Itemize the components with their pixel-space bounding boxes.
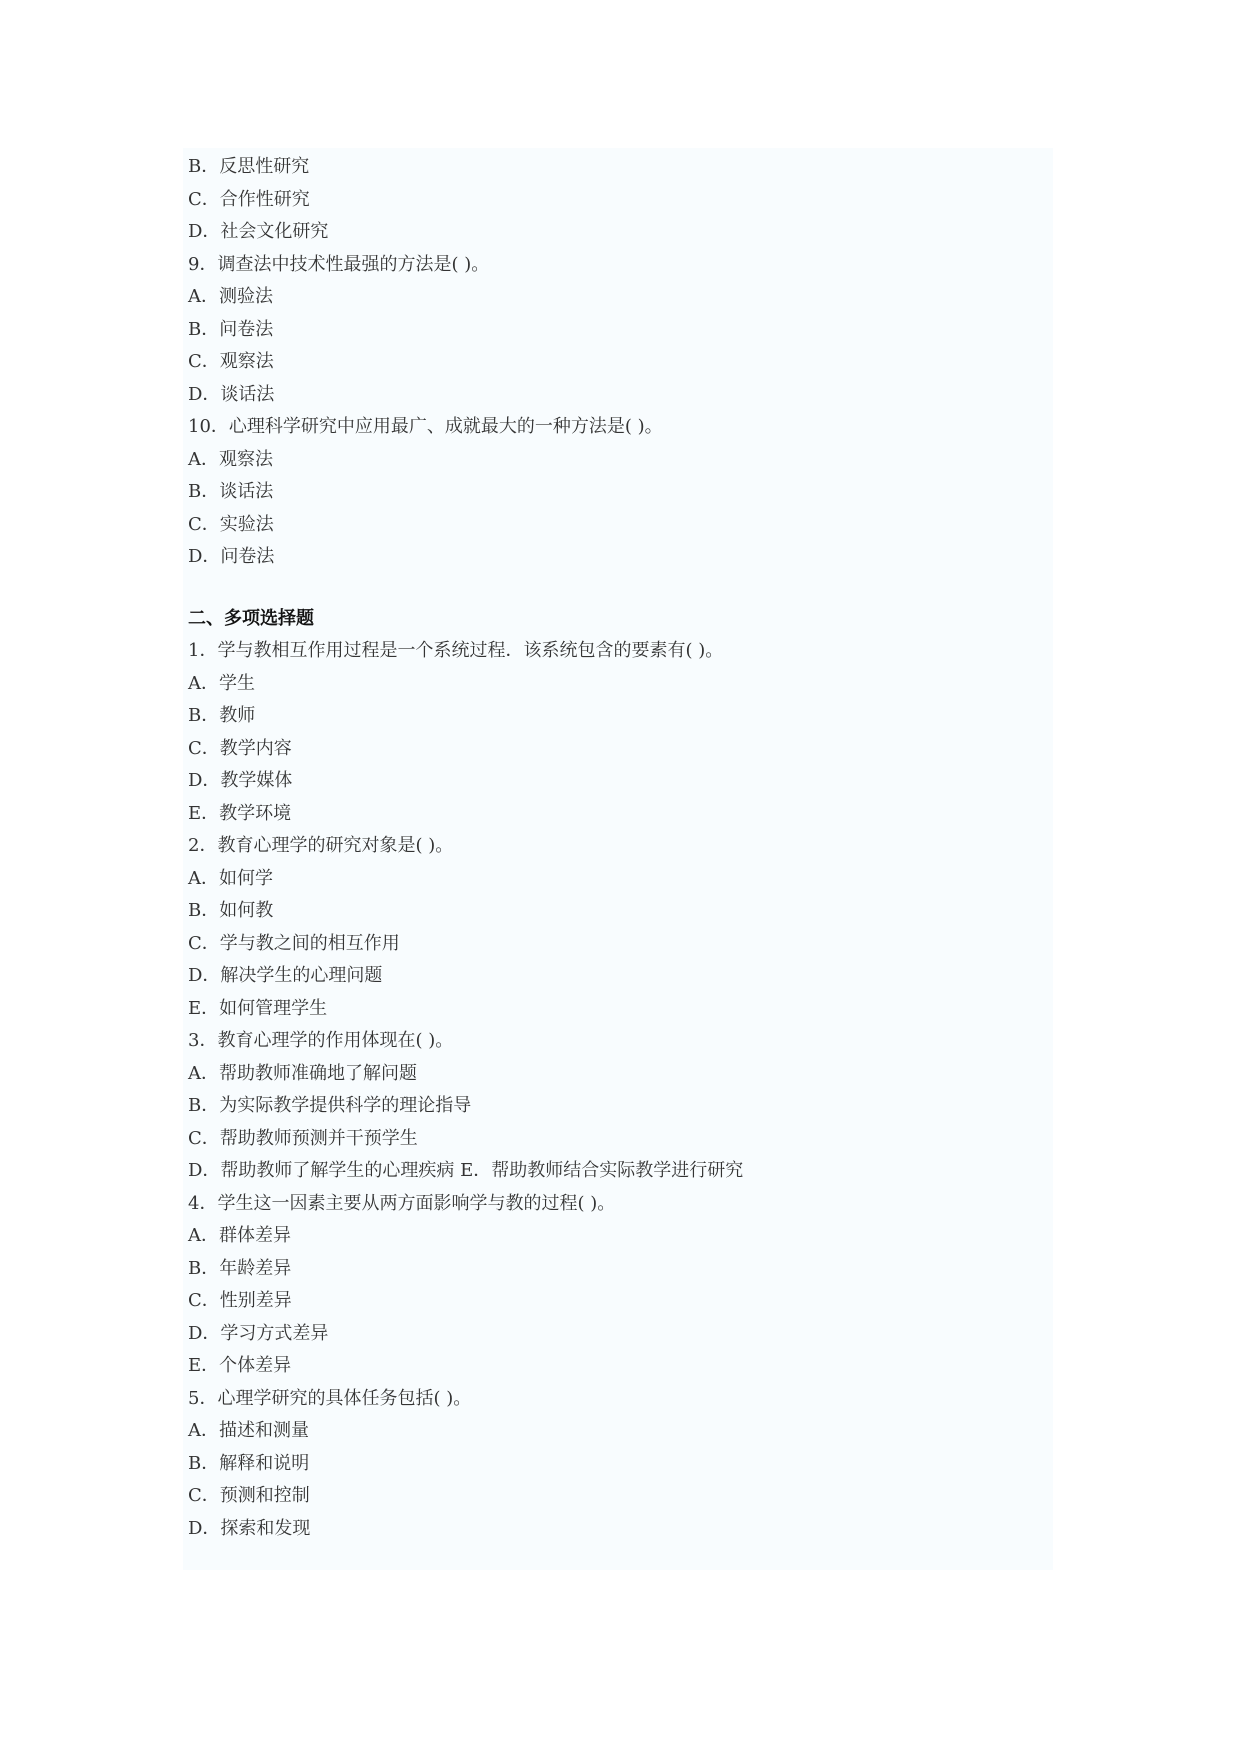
option-line: E．个体差异 [188, 1355, 292, 1376]
option-line: D．问卷法 [188, 546, 275, 567]
option-line: B．问卷法 [188, 318, 274, 340]
option-line: B．解释和说明 [188, 1452, 310, 1474]
option-line: D．帮助教师了解学生的心理疾病 E．帮助教师结合实际教学进行研究 [188, 1160, 744, 1181]
option-line: D．谈话法 [188, 383, 275, 405]
question-line: 5．心理学研究的具体任务包括( )。 [188, 1387, 472, 1409]
option-line: C．观察法 [188, 351, 274, 372]
option-line: C．预测和控制 [188, 1485, 310, 1506]
option-line: A．群体差异 [188, 1225, 291, 1246]
question-line: 3．教育心理学的作用体现在( )。 [188, 1030, 454, 1051]
option-line: A．描述和测量 [188, 1420, 309, 1441]
option-line: B．谈话法 [188, 481, 274, 502]
section-spacer [188, 574, 1048, 603]
option-line: B．年龄差异 [188, 1257, 292, 1279]
question-line: 9．调查法中技术性最强的方法是( )。 [188, 253, 490, 275]
option-line: C．性别差异 [188, 1290, 292, 1311]
section-heading: 二、多项选择题 [188, 607, 314, 629]
option-line: B．如何教 [188, 900, 274, 921]
option-line: D．解决学生的心理问题 [188, 965, 383, 986]
option-line: A．观察法 [188, 448, 273, 470]
option-line: B．反思性研究 [188, 156, 310, 177]
option-line: E．教学环境 [188, 802, 292, 824]
option-line: A．学生 [188, 672, 255, 694]
part1-lines [188, 151, 1048, 574]
option-line: A．测验法 [188, 286, 273, 307]
option-line: B．为实际教学提供科学的理论指导 [188, 1095, 472, 1116]
option-line: C．帮助教师预测并干预学生 [188, 1127, 418, 1149]
option-line: C．实验法 [188, 513, 274, 535]
part2-lines [188, 635, 1048, 1545]
option-line: D．学习方式差异 [188, 1322, 329, 1344]
option-line: C．学与教之间的相互作用 [188, 932, 400, 954]
question-line: 2．教育心理学的研究对象是( )。 [188, 835, 454, 856]
option-line: C．合作性研究 [188, 188, 310, 210]
question-line: 4．学生这一因素主要从两方面影响学与教的过程( )。 [188, 1192, 616, 1214]
question-content [188, 151, 1048, 1545]
option-line: A．如何学 [188, 867, 273, 889]
option-line: B．教师 [188, 705, 256, 726]
option-line: D．探索和发现 [188, 1517, 311, 1539]
option-line: E．如何管理学生 [188, 997, 328, 1019]
option-line: A．帮助教师准确地了解问题 [188, 1062, 417, 1084]
option-line: C．教学内容 [188, 737, 292, 759]
question-line: 1．学与教相互作用过程是一个系统过程．该系统包含的要素有( )。 [188, 640, 724, 661]
question-line: 10．心理科学研究中应用最广、成就最大的一种方法是( )。 [188, 416, 663, 437]
option-line: D．教学媒体 [188, 770, 293, 791]
option-line: D．社会文化研究 [188, 221, 329, 242]
